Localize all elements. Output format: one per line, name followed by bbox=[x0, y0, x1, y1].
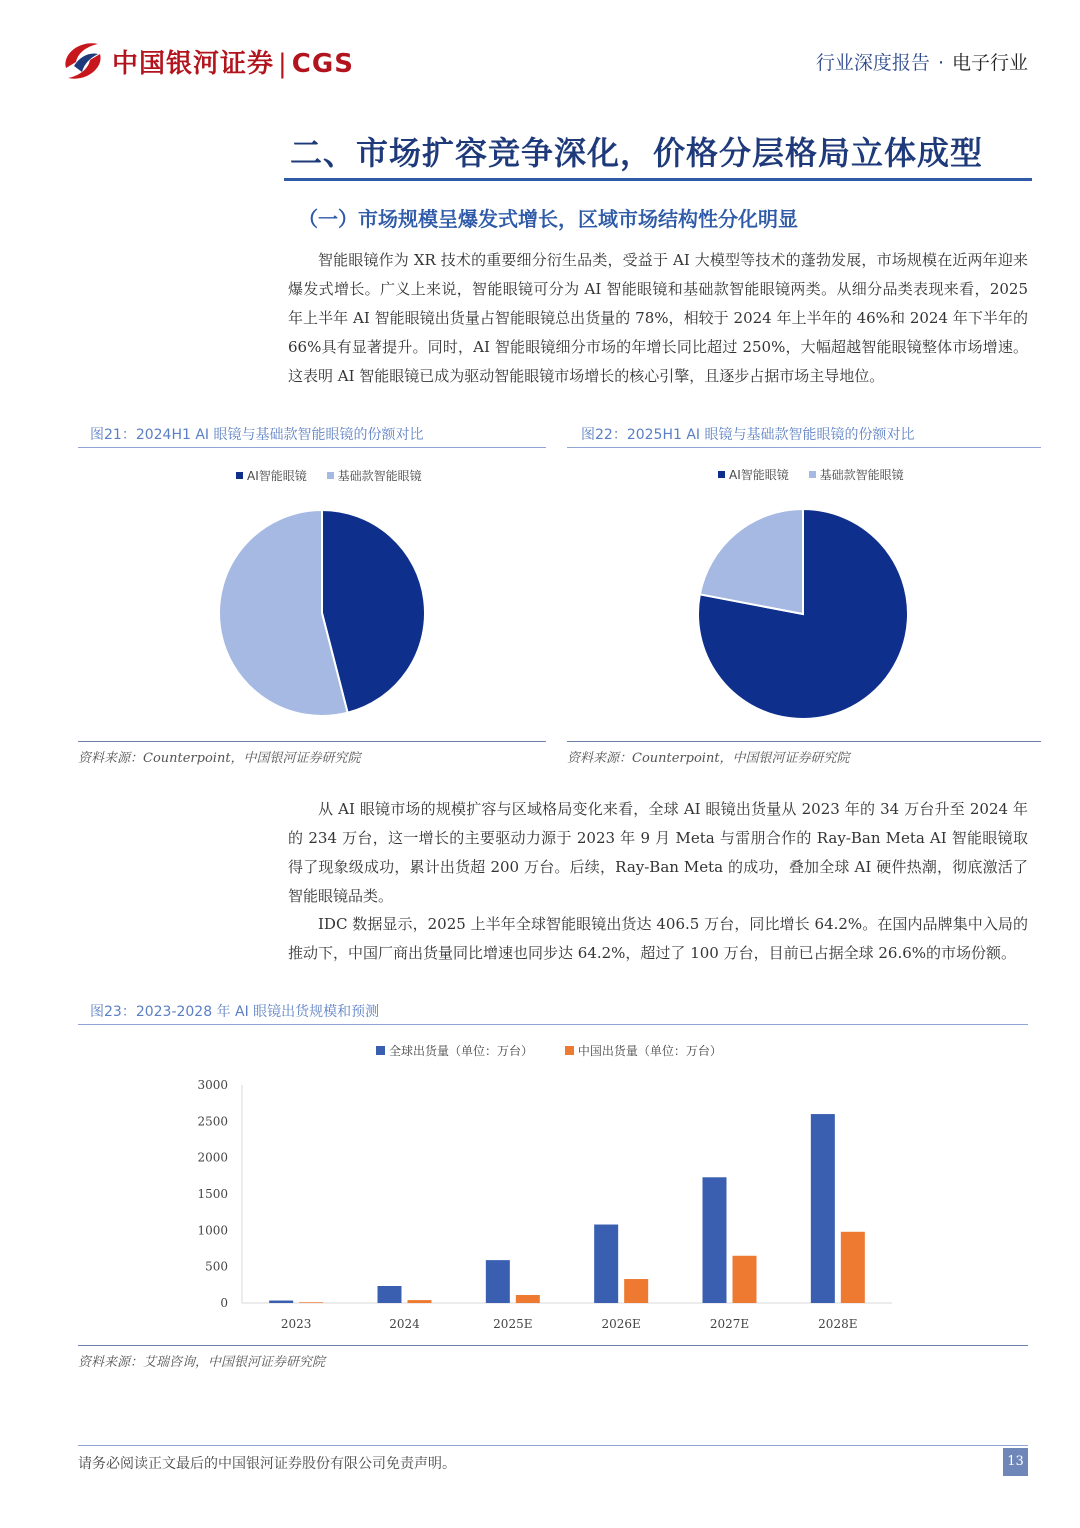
pie-slice-1 bbox=[700, 509, 803, 614]
fig23-top-rule bbox=[78, 1024, 1028, 1025]
fig23-source: 资料来源：艾瑞咨询，中国银河证券研究院 bbox=[78, 1355, 326, 1370]
fig22-pie-chart bbox=[690, 500, 916, 728]
report-type: 行业深度报告 bbox=[815, 52, 930, 74]
footer-divider bbox=[78, 1445, 1028, 1446]
logo-text: 中国银河证券 | CGS bbox=[112, 49, 354, 79]
footer-disclaimer: 请务必阅读正文最后的中国银河证券股份有限公司免责声明。 bbox=[78, 1456, 456, 1472]
y-tick-label: 1500 bbox=[197, 1187, 228, 1201]
x-tick-label: 2027E bbox=[709, 1317, 750, 1331]
legend-item-ai: AI智能眼镜 bbox=[718, 468, 789, 482]
section-divider bbox=[284, 178, 1032, 181]
section-title: 二、市场扩容竞争深化，价格分层格局立体成型 bbox=[290, 134, 984, 172]
y-tick-label: 3000 bbox=[197, 1078, 228, 1092]
fig21-pie-chart bbox=[210, 500, 434, 726]
fig23-bar-chart bbox=[180, 1068, 910, 1340]
x-tick-label: 2024 bbox=[389, 1317, 420, 1331]
bar-china-2028E bbox=[841, 1232, 865, 1303]
fig22-caption: 图22：2025H1 AI 眼镜与基础款智能眼镜的份额对比 bbox=[581, 427, 915, 443]
y-tick-label: 2500 bbox=[197, 1114, 228, 1129]
header-report-info: 行业深度报告 · 电子行业 bbox=[815, 52, 1028, 74]
legend-item-global: 全球出货量（单位：万台） bbox=[376, 1044, 533, 1058]
page-number: 13 bbox=[1003, 1448, 1028, 1476]
y-tick-label: 2000 bbox=[197, 1150, 228, 1165]
bar-china-2025E bbox=[516, 1295, 540, 1303]
fig21-source: 资料来源：Counterpoint，中国银河证券研究院 bbox=[78, 751, 361, 766]
legend-item-basic: 基础款智能眼镜 bbox=[327, 469, 422, 483]
fig22-legend bbox=[710, 466, 912, 483]
legend-item-china: 中国出货量（单位：万台） bbox=[565, 1044, 722, 1058]
paragraph-idc-data: IDC 数据显示，2025 上半年全球智能眼镜出货达 406.5 万台，同比增长 64.2%。在国内品牌集中入局的推动下，中国厂商出货量同比增速也同步达 64.2%，超过了 100 万台，目前已占据全球 26.6%的市场份额。 bbox=[288, 915, 1028, 962]
x-tick-label: 2023 bbox=[280, 1317, 312, 1331]
bar-global-2024 bbox=[378, 1286, 402, 1303]
fig21-caption: 图21：2024H1 AI 眼镜与基础款智能眼镜的份额对比 bbox=[90, 427, 424, 443]
x-tick-label: 2025E bbox=[493, 1317, 533, 1331]
x-tick-label: 2026E bbox=[601, 1317, 641, 1331]
y-tick-label: 500 bbox=[205, 1259, 228, 1274]
fig23-bottom-rule bbox=[78, 1345, 1028, 1346]
fig23-legend bbox=[368, 1042, 730, 1059]
bar-global-2025E bbox=[486, 1260, 510, 1303]
paragraph-intro: 智能眼镜作为 XR 技术的重要细分衍生品类，受益于 AI 大模型等技术的蓬勃发展，市场规模在近两年迎来爆发式增长。广义上来说，智能眼镜可分为 AI 智能眼镜和基础款智能眼镜两类。从细分品类表现来看，2025 年上半年 AI 智能眼镜出货量占智能眼镜总出货量的 78%，相较于 2024 年上半年的 46%和 2024 年下半年的 66%具有显著提升。同时，AI 智能眼镜细分市场的年增长同比超过 250%，大幅超越智能眼镜整体市场增速。这表明 AI 智能眼镜已成为驱动智能眼镜市场增长的核心引擎，且逐步占据市场主导地位。 bbox=[288, 251, 1028, 385]
subsection-title: （一）市场规模呈爆发式增长，区域市场结构性分化明显 bbox=[298, 207, 798, 231]
bar-china-2026E bbox=[624, 1279, 648, 1303]
bar-china-2023 bbox=[299, 1302, 323, 1303]
paragraph-market-scale: 从 AI 眼镜市场的规模扩容与区域格局变化来看，全球 AI 眼镜出货量从 2023 年的 34 万台升至 2024 年的 234 万台，这一增长的主要驱动力源于 2023 年 9 月 Meta 与雷朋合作的 Ray-Ban Meta AI 智能眼镜取得了现象级成功，累计出货超 200 万台。后续，Ray-Ban Meta 的成功，叠加全球 AI 硬件热潮，彻底激活了智能眼镜品类。 bbox=[288, 800, 1028, 905]
bar-china-2027E bbox=[733, 1256, 757, 1303]
bar-global-2027E bbox=[703, 1177, 727, 1303]
industry-label: 电子行业 bbox=[951, 52, 1028, 74]
x-tick-label: 2028E bbox=[818, 1317, 858, 1331]
y-tick-label: 1000 bbox=[197, 1223, 228, 1238]
fig22-bottom-rule bbox=[567, 741, 1041, 742]
fig22-top-rule bbox=[567, 447, 1041, 448]
legend-item-basic: 基础款智能眼镜 bbox=[809, 468, 904, 482]
bar-global-2026E bbox=[594, 1225, 618, 1303]
fig21-bottom-rule bbox=[78, 741, 546, 742]
bar-global-2028E bbox=[811, 1114, 835, 1303]
fig21-legend bbox=[228, 467, 430, 484]
bar-china-2024 bbox=[408, 1300, 432, 1303]
logo-mark bbox=[60, 40, 106, 82]
bar-global-2023 bbox=[269, 1301, 293, 1303]
fig22-source: 资料来源：Counterpoint，中国银河证券研究院 bbox=[567, 751, 850, 766]
fig23-caption: 图23：2023-2028 年 AI 眼镜出货规模和预测 bbox=[90, 1004, 380, 1020]
fig21-top-rule bbox=[78, 447, 546, 448]
legend-item-ai: AI智能眼镜 bbox=[236, 469, 307, 483]
y-tick-label: 0 bbox=[220, 1296, 228, 1310]
